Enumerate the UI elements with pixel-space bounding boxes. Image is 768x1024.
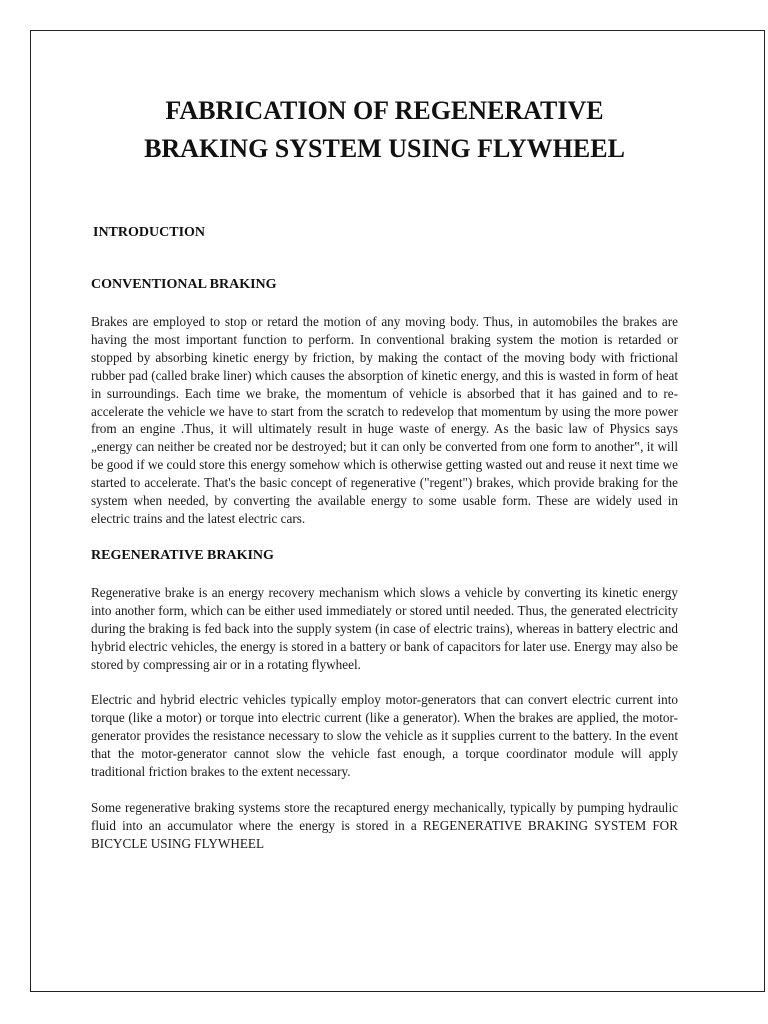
conventional-braking-paragraph: Brakes are employed to stop or retard the motion of any moving body. Thus, in automobiles the brakes are having the most important function to perform. In conventional braking system the motion is retarded or stopped by absorbing kinetic energy by friction, by making the contact of the moving body with frictional rubber pad (called brake liner) which causes the absorption of kinetic energy, and this is wasted in form of heat in surroundings. Each time we brake, the momentum of vehicle is absorbed that it has gained and to re-accelerate the vehicle we have to start from the scratch to redevelop that momentum by using the more power from an engine .Thus, it will ultimately result in huge waste of energy. As the basic law of Physics says „energy can neither be created nor be destroyed; but it can only be converted from one form to another‟, it will be good if we could store this energy somehow which is otherwise getting wasted out and reuse it next time we started to accelerate. That's the basic concept of regenerative ("regent") brakes, which provide braking for the system when needed, by converting the available energy to some usable form. These are widely used in electric trains and the latest electric cars. [91,314,678,526]
regenerative-braking-paragraph-1: Regenerative brake is an energy recovery mechanism which slows a vehicle by converting its kinetic energy into another form, which can be either used immediately or stored until needed. Thus, the generated electricity during the braking is fed back into the supply system (in case of electric trains), whereas in battery electric and hybrid electric vehicles, the energy is stored in a battery or bank of capacitors for later use. Energy may also be stored by compressing air or in a rotating flywheel. [91,584,678,672]
title-line-2: BRAKING SYSTEM USING FLYWHEEL [144,134,625,163]
regenerative-braking-paragraph-3: Some regenerative braking systems store the recaptured energy mechanically, typically by pumping hydraulic fluid into an accumulator where the energy is stored in a REGENERATIVE BRAKING SYSTEM FOR BICYCLE USING FLYWHEEL [91,799,678,851]
regenerative-braking-heading: REGENERATIVE BRAKING [91,547,274,563]
document-title [51,92,718,168]
conventional-braking-heading: CONVENTIONAL BRAKING [91,277,277,292]
title-line-1: FABRICATION OF REGENERATIVE [165,96,604,125]
document-body [91,92,678,853]
introduction-heading: INTRODUCTION [93,225,206,240]
regenerative-braking-paragraph-2: Electric and hybrid electric vehicles typically employ motor-generators that can convert electric current into torque (like a motor) or torque into electric current (like a generator). When the brakes are applied, the motor-generator provides the resistance necessary to slow the vehicle as it supplies current to the battery. In the event that the motor-generator cannot slow the vehicle fast enough, a torque coordinator module will apply traditional friction brakes to the extent necessary. [91,692,678,780]
